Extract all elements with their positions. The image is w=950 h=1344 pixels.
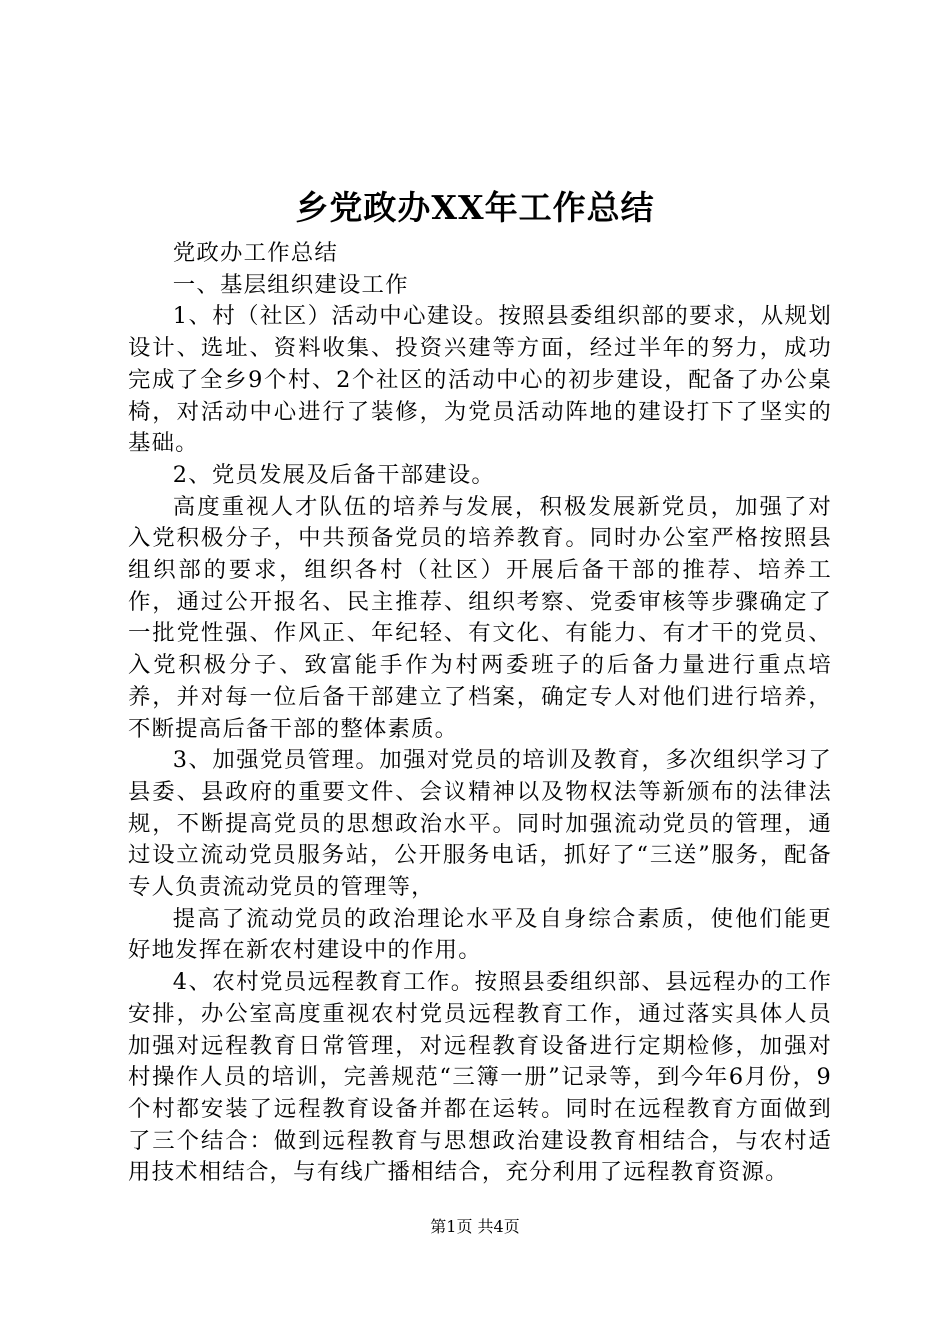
paragraph-activity-center: 1、村（社区）活动中心建设。按照县委组织部的要求，从规划设计、选址、资料收集、投资兴建等方面，经过半年的努力，成功完成了全乡9个村、2个社区的活动中心的初步建设，配备了办公桌椅，对活动中心进行了装修，为党员活动阵地的建设打下了坚实的基础。 bbox=[128, 303, 832, 457]
paragraph-section-heading: 一、基层组织建设工作 bbox=[172, 271, 409, 298]
paragraph-cadre-heading: 2、党员发展及后备干部建设。 bbox=[172, 461, 495, 488]
paragraph-subtitle: 党政办工作总结 bbox=[172, 240, 338, 266]
paragraph-member-management: 3、加强党员管理。加强对党员的培训及教育，多次组织学习了县委、县政府的重要文件、会议精神以及物权法等新颁布的法律法规，不断提高党员的思想政治水平。同时加强流动党员的管理，通过设立流动党员服务站，公开服务电话，抓好了“三送”服务，配备专人负责流动党员的管理等， bbox=[128, 747, 832, 901]
page-footer: 第1页 共4页 bbox=[430, 1217, 520, 1236]
paragraph-mobile-members: 提高了流动党员的政治理论水平及自身综合素质，使他们能更好地发挥在新农村建设中的作用。 bbox=[128, 905, 832, 964]
paragraph-remote-education: 4、农村党员远程教育工作。按照县委组织部、县远程办的工作安排，办公室高度重视农村党员远程教育工作，通过落实具体人员加强对远程教育日常管理，对远程教育设备进行定期检修，加强对村操作人员的培训，完善规范“三簿一册”记录等，到今年6月份，9个村都安装了远程教育设备并都在运转。同时在远程教育方面做到了三个结合：做到远程教育与思想政治建设教育相结合，与农村适用技术相结合，与有线广播相结合，充分利用了远程教育资源。 bbox=[128, 969, 832, 1186]
paragraph-cadre-body: 高度重视人才队伍的培养与发展，积极发展新党员，加强了对入党积极分子，中共预备党员的培养教育。同时办公室严格按照县组织部的要求，组织各村（社区）开展后备干部的推荐、培养工作，通过公开报名、民主推荐、组织考察、党委审核等步骤确定了一批党性强、作风正、年纪轻、有文化、有能力、有才干的党员、入党积极分子、致富能手作为村两委班子的后备力量进行重点培养，并对每一位后备干部建立了档案，确定专人对他们进行培养，不断提高后备干部的整体素质。 bbox=[128, 493, 832, 742]
document-body bbox=[128, 238, 832, 1189]
document-title: 乡党政办XX年工作总结 bbox=[295, 188, 655, 227]
